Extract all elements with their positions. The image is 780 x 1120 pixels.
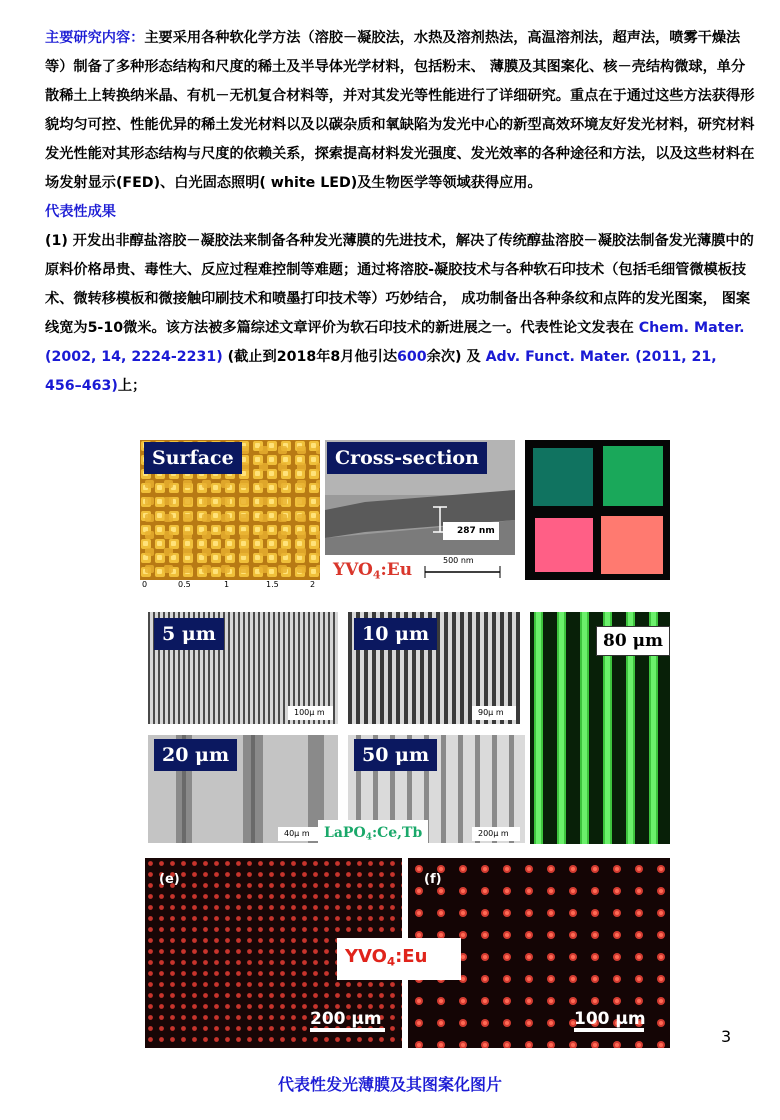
result-text-d: 上； — [117, 378, 147, 394]
lapo-tail: :Ce,Tb — [371, 825, 423, 841]
yvo-tail: :Eu — [380, 560, 413, 580]
lapo-label — [318, 820, 428, 846]
lapo-sub: 4 — [365, 831, 372, 843]
result-text-b: (截止到2018年8月他引达 — [222, 349, 398, 365]
panel-e-label: (e) — [159, 872, 180, 887]
stripe-label-20um: 20 μm — [154, 739, 237, 771]
yvo-label-large — [337, 938, 461, 980]
stripe-label-5um: 5 μm — [154, 618, 224, 650]
stripe-scale-label: 90μ m — [478, 708, 504, 717]
stripe-scale-label: 40μ m — [284, 829, 310, 838]
stripe-pattern-20um — [148, 735, 338, 843]
reference-chem-mater: Chem. Mater. (2002, 14, 2224-2231) — [45, 320, 745, 365]
results-heading: 代表性成果 — [45, 204, 116, 220]
intro-label: 主要研究内容： — [45, 30, 145, 46]
yvo-sub: 4 — [386, 954, 396, 969]
result-text-c: 余次) 及 — [426, 349, 486, 365]
intro-text: 主要采用各种软化学方法（溶胶－凝胶法，水热及溶剂热法，高温溶剂法，超声法，喷雾干燥法等）制备了多种形态结构和尺度的稀土及半导体光学材料，包括粉末、 薄膜及其图案化、核－壳结构微球，单分散稀土上转换纳米晶、有机－无机复合材料等，并对其发光等性能进行了详细研究。重点在于通过这些方法获得形貌均匀可控、性能优异的稀土发光材料以及以碳杂质和氧缺陷为发光中心的新型高效环境友好发光材料，研究材料发光性能对其形态结构与尺度的依赖关系，探索提高材料发光强度、发光效率的各种途径和方法，以及这些材料在场发射显示(FED)、白光固态照明( white LED)及生物医学等领域获得应用。 — [45, 30, 755, 191]
cross-section-label: Cross-section — [327, 442, 487, 474]
stripe-pattern-5um — [148, 612, 338, 724]
afm-tick: 0 — [142, 580, 148, 589]
body-text — [45, 24, 755, 401]
stripe-scale-label: 100μ m — [294, 708, 325, 717]
afm-tick: 1 — [224, 580, 230, 589]
luminescent-films-photo — [525, 440, 670, 580]
afm-tick: 0.5 — [178, 580, 191, 589]
reference-adv-funct-mater: Adv. Funct. Mater. (2011, 21, 456–463) — [45, 349, 717, 394]
panel-f-label: (f) — [424, 872, 442, 887]
cross-section-image — [325, 440, 515, 590]
dot-scale-right: 100 μm — [574, 1009, 646, 1029]
yvo-main: YVO — [345, 946, 387, 967]
intro-paragraph — [45, 24, 755, 198]
figure-caption: 代表性发光薄膜及其图案化图片 — [277, 1075, 502, 1094]
green-stripe-pattern-80um — [530, 612, 670, 844]
result-text-a: (1) 开发出非醇盐溶胶－凝胶法来制备各种发光薄膜的先进技术，解决了传统醇盐溶胶－凝胶法制备发光薄膜中的原料价格昂贵、毒性大、反应过程难控制等难题；通过将溶胶-凝胶技术与各种软石印技术（包括毛细管微模板技术、微转移模板和微接触印刷技术和喷墨打印技术等）巧妙结合， 成功制备出各种条纹和点阵的发光图案， 图案线宽为5-10微米。该方法被多篇综述文章评价为软石印技术的新进展之一。代表性论文发表在 — [45, 233, 754, 336]
cross-scale-label: 500 nm — [443, 556, 474, 565]
afm-tick: 2 — [310, 580, 316, 589]
yvo-main: YVO — [333, 560, 373, 580]
stripe-scale-label: 200μ m — [478, 829, 509, 838]
yvo-label-small — [333, 560, 412, 581]
stripe-label-50um: 50 μm — [354, 739, 437, 771]
citation-count: 600 — [397, 349, 427, 365]
yvo-tail: :Eu — [395, 946, 428, 967]
afm-tick: 1.5 — [266, 580, 279, 589]
surface-label: Surface — [144, 442, 242, 474]
afm-surface-image — [140, 440, 320, 590]
page-number: 3 — [721, 1027, 732, 1046]
stripe-label-10um: 10 μm — [354, 618, 437, 650]
stripe-label-80um: 80 μm — [596, 626, 670, 656]
lapo-main: LaPO — [324, 825, 366, 841]
film-thickness-label: 287 nm — [457, 526, 495, 536]
dot-scale-left: 200 μm — [310, 1009, 382, 1029]
yvo-sub: 4 — [372, 568, 381, 582]
stripe-pattern-10um — [348, 612, 520, 724]
result-paragraph-1 — [45, 227, 755, 401]
